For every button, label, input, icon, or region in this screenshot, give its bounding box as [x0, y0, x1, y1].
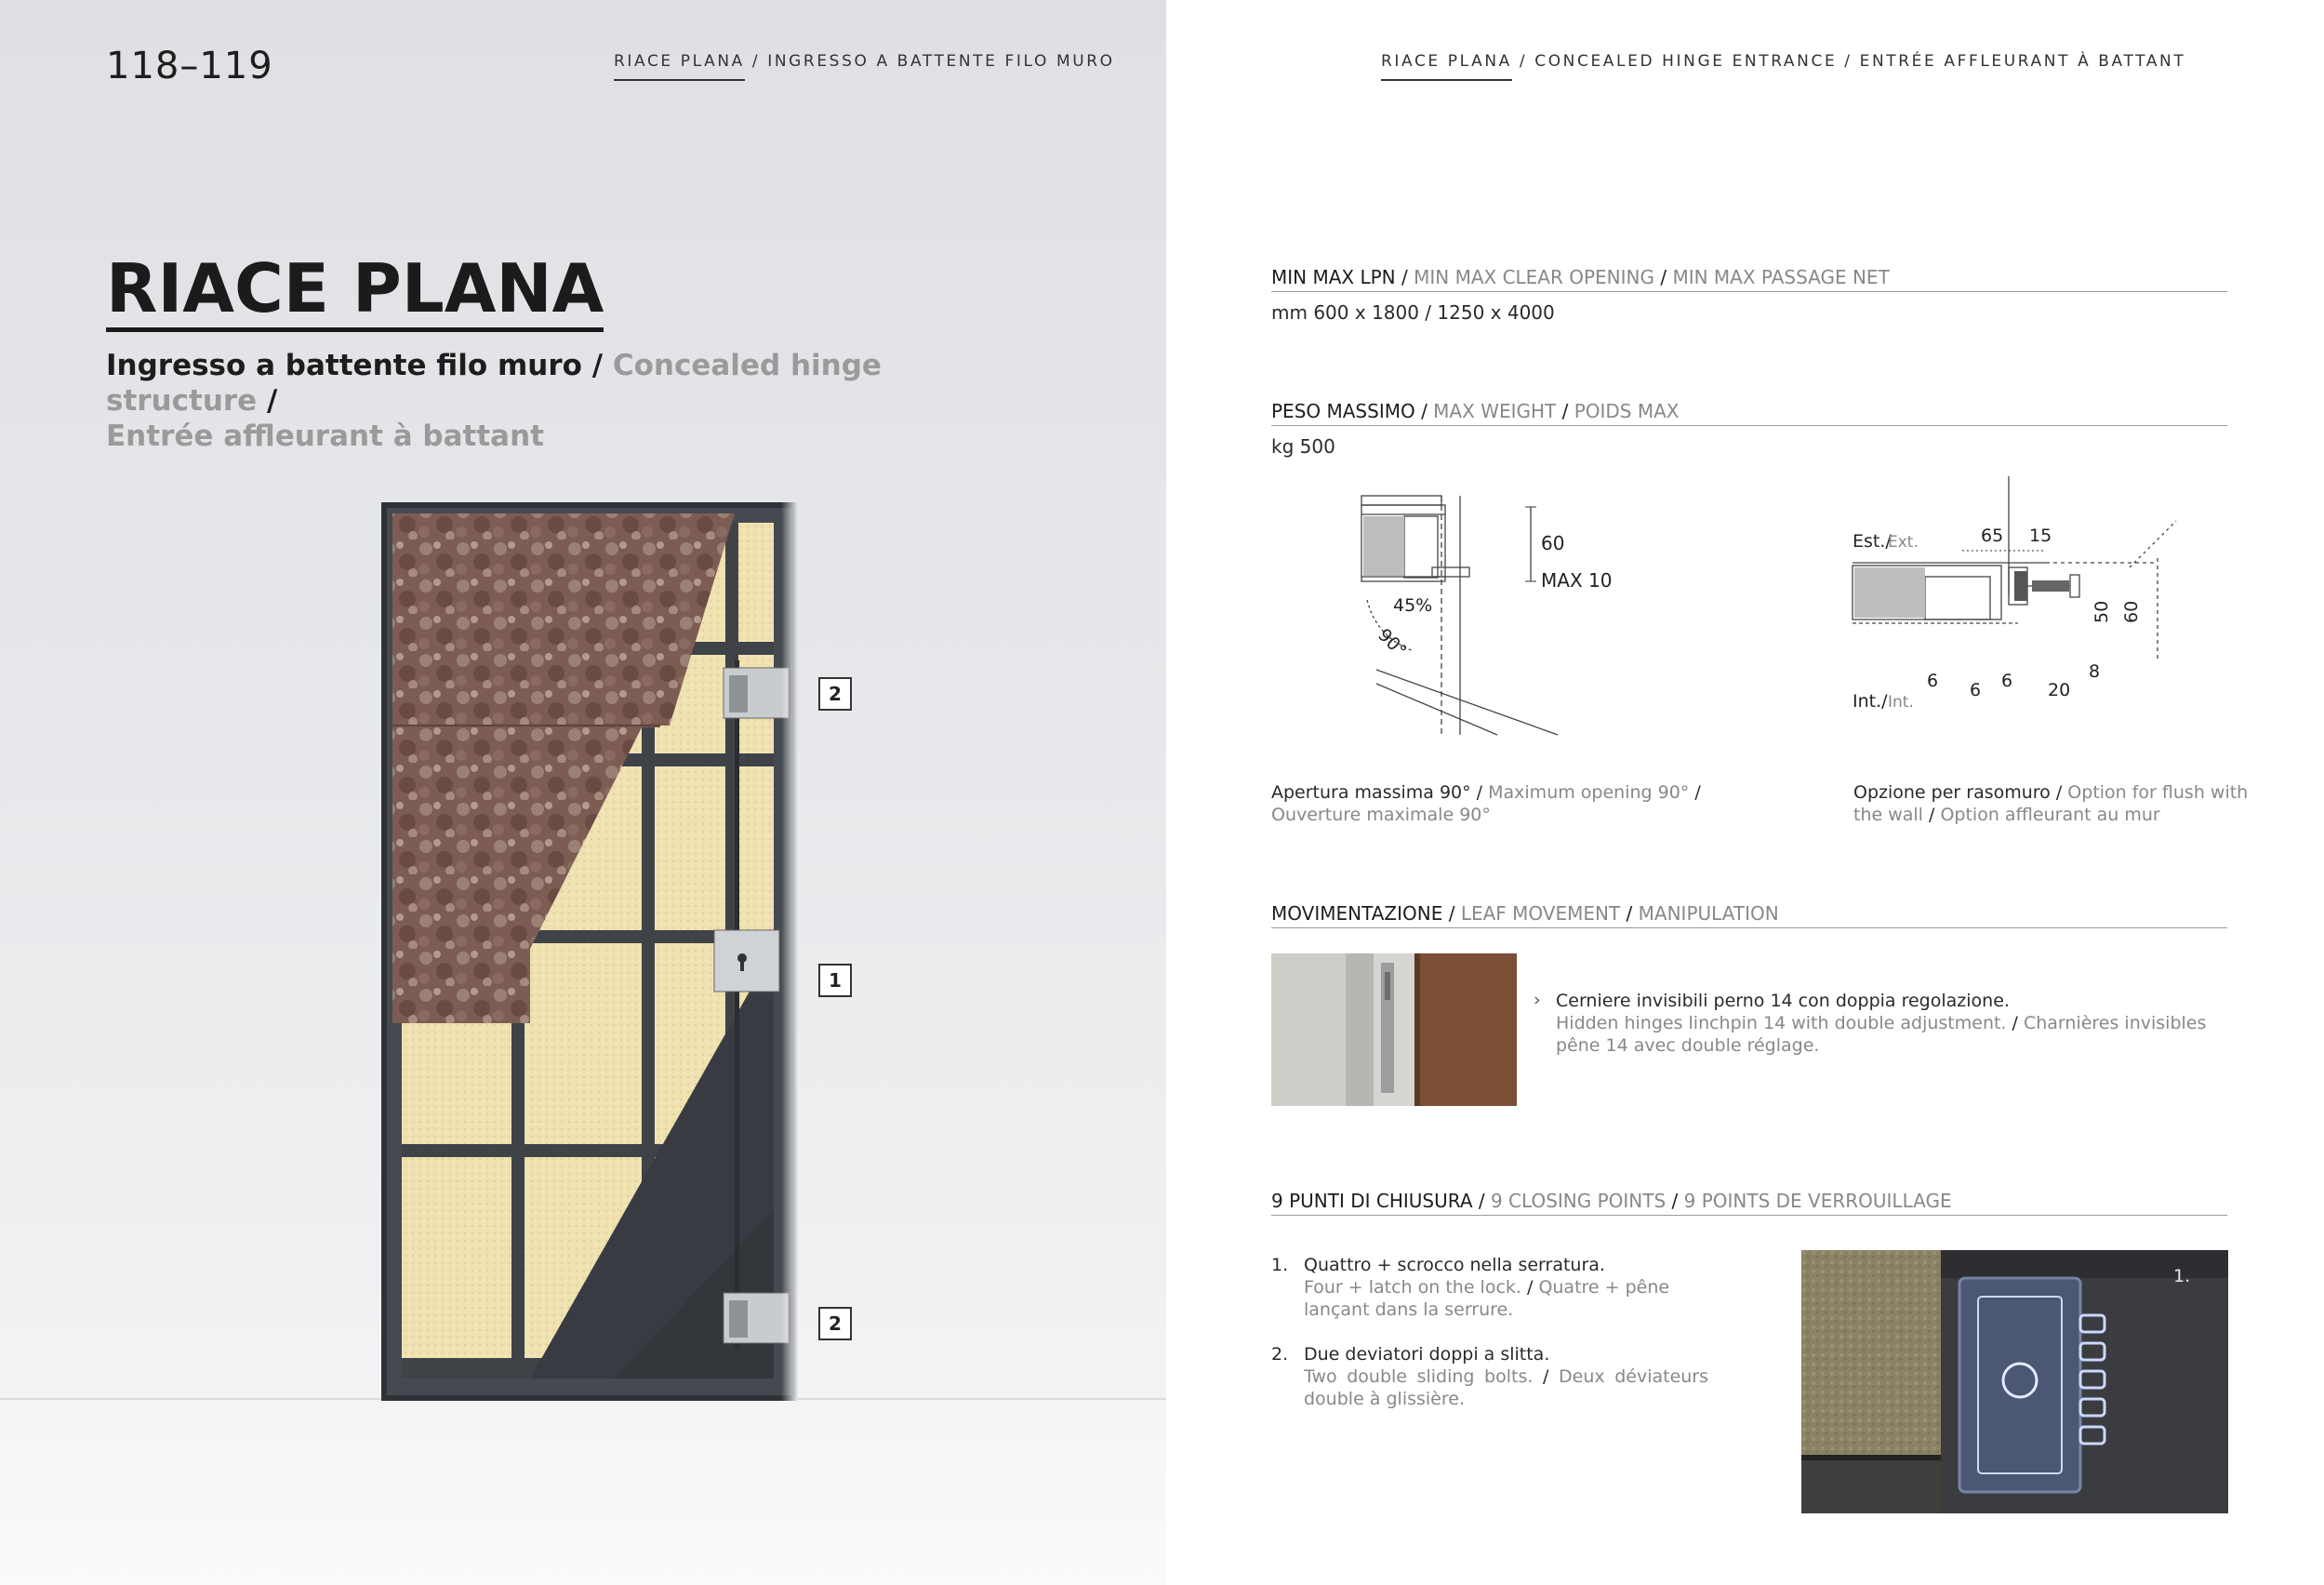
caption-right-fr: Option affleurant au mur [1940, 805, 2160, 825]
dim-50: 50 [2092, 600, 2112, 623]
dim-60-right: 60 [2121, 600, 2142, 623]
caption-right-en: Option for flush with the wall [1853, 782, 2249, 825]
subtitle-en: Concealed hinge structure [106, 349, 882, 418]
closing-point-2-fr: Deux déviateurs double à glissière. [1304, 1366, 1709, 1409]
hinge-sep: / [2006, 1013, 2024, 1033]
weight-value: kg 500 [1271, 435, 1335, 458]
header-left [614, 52, 1115, 81]
caption-right-sep: / [2050, 782, 2068, 803]
dim-max10: MAX 10 [1541, 569, 1613, 592]
section-clear-opening [1271, 266, 2227, 292]
label-int-en: Int. [1888, 693, 1914, 712]
lock-photo-label: 1. [2173, 1266, 2191, 1286]
subtitle-it: Ingresso a battente filo muro [106, 349, 582, 382]
dim-6c: 6 [2001, 671, 2013, 691]
weight-sep1: / [1414, 400, 1434, 422]
movement-fr: MANIPULATION [1638, 902, 1779, 925]
caption-left-sep2: / [1689, 782, 1701, 803]
caption-right-it: Opzione per rasomuro [1853, 782, 2051, 803]
list-item [1271, 1343, 1708, 1410]
clear-opening-en: MIN MAX CLEAR OPENING [1414, 266, 1654, 288]
dim-60-left: 60 [1541, 532, 1565, 554]
movement-en: LEAF MOVEMENT [1460, 902, 1621, 925]
caption-max-opening [1271, 781, 1736, 826]
page-number: 118–119 [106, 45, 273, 87]
hinge-en: Hidden hinges linchpin 14 with double adjustment. [1556, 1013, 2007, 1033]
leaf-section [1363, 516, 1404, 576]
label-ext-it: Est./ [1853, 531, 1892, 552]
header-left-brand: RIACE PLANA [614, 52, 745, 81]
caption-left-fr: Ouverture maximale 90° [1271, 805, 1491, 825]
movement-sep1: / [1442, 902, 1461, 925]
hinge-photo [1271, 953, 1517, 1106]
hinge-description [1556, 990, 2230, 1057]
list-item [1271, 1254, 1708, 1321]
section-weight [1271, 400, 2227, 426]
label-ext-en: Ext. [1888, 533, 1919, 552]
closing-sep1: / [1472, 1190, 1491, 1212]
caption-flush-option [1853, 781, 2263, 826]
clear-opening-sep1: / [1395, 266, 1414, 288]
weight-en: MAX WEIGHT [1433, 400, 1557, 422]
closing-point-1-sep: / [1521, 1277, 1539, 1298]
closing-point-1-fr: Quatre + pêne lançant dans la serrure. [1304, 1277, 1670, 1320]
callout-2-top: 2 [818, 677, 852, 711]
hinge-it: Cerniere invisibili perno 14 con doppia regolazione. [1556, 991, 2010, 1011]
closing-sep2: / [1666, 1190, 1684, 1212]
subtitle-sep2: / [257, 384, 278, 418]
floor [0, 1400, 1166, 1585]
clear-opening-it: MIN MAX LPN [1271, 266, 1396, 288]
closing-point-1-en: Four + latch on the lock. [1304, 1277, 1521, 1298]
clear-opening-sep2: / [1654, 266, 1673, 288]
callout-2-bottom: 2 [818, 1307, 852, 1340]
section-closing-points [1271, 1190, 2227, 1216]
callout-1: 1 [818, 964, 852, 997]
list-item-number: 1. [1271, 1255, 1289, 1275]
dim-65: 65 [1981, 526, 2004, 546]
door-illustration [381, 502, 798, 1401]
caption-left-it: Apertura massima 90° [1271, 782, 1471, 803]
caption-left-en: Maximum opening 90° [1488, 782, 1690, 803]
closing-fr: 9 POINTS DE VERROUILLAGE [1683, 1190, 1952, 1212]
closing-point-2-sep: / [1533, 1366, 1559, 1387]
dim-8: 8 [2089, 661, 2101, 682]
clear-opening-value: mm 600 x 1800 / 1250 x 4000 [1271, 301, 1555, 324]
movement-it: MOVIMENTAZIONE [1271, 902, 1443, 925]
page-subtitle [106, 348, 943, 454]
movement-sep2: / [1620, 902, 1639, 925]
lock-photo [1801, 1250, 2228, 1513]
dim-15: 15 [2029, 526, 2052, 546]
flush-leaf-section [1854, 567, 1925, 618]
dim-20: 20 [2048, 680, 2071, 700]
caption-left-sep: / [1470, 782, 1489, 803]
list-item-number: 2. [1271, 1344, 1289, 1365]
closing-point-1-it: Quattro + scrocco nella serratura. [1304, 1255, 1605, 1275]
lock-photo-svg [1801, 1250, 2228, 1513]
header-left-rest: / INGRESSO A BATTENTE FILO MURO [751, 52, 1115, 71]
chevron-right-icon: › [1534, 990, 1541, 1010]
header-right-brand: RIACE PLANA [1381, 52, 1512, 81]
dim-6a: 6 [1927, 671, 1939, 691]
closing-point-2-it: Due deviatori doppi a slitta. [1304, 1344, 1550, 1365]
weight-it: PESO MASSIMO [1271, 400, 1415, 422]
closing-en: 9 CLOSING POINTS [1490, 1190, 1667, 1212]
opening-diagram [1358, 488, 1613, 739]
section-movement [1271, 902, 2227, 928]
closing-point-2-en: Two double sliding bolts. [1304, 1366, 1534, 1387]
page-title: RIACE PLANA [106, 249, 604, 332]
subtitle-fr: Entrée affleurant à battant [106, 420, 544, 453]
closing-points-list [1271, 1254, 1708, 1432]
subtitle-sep1: / [581, 349, 613, 382]
closing-it: 9 PUNTI DI CHIUSURA [1271, 1190, 1473, 1212]
angle-90: 90° [1374, 624, 1411, 662]
dim-6b: 6 [1970, 680, 1982, 700]
header-right [1381, 52, 2185, 81]
label-int-it: Int./ [1853, 691, 1888, 712]
flush-wall-diagram [1851, 474, 2185, 716]
hinge-fr: Charnières invisibles pêne 14 avec double réglage. [1556, 1013, 2207, 1056]
caption-right-sep2: / [1922, 805, 1941, 825]
clear-opening-fr: MIN MAX PASSAGE NET [1672, 266, 1890, 288]
weight-fr: POIDS MAX [1574, 400, 1680, 422]
angle-45: 45% [1393, 595, 1433, 616]
door-cutaway-svg [381, 502, 798, 1401]
weight-sep2: / [1556, 400, 1574, 422]
header-right-rest: / CONCEALED HINGE ENTRANCE / ENTRÉE AFFLEURANT À BATTANT [1519, 52, 2186, 71]
